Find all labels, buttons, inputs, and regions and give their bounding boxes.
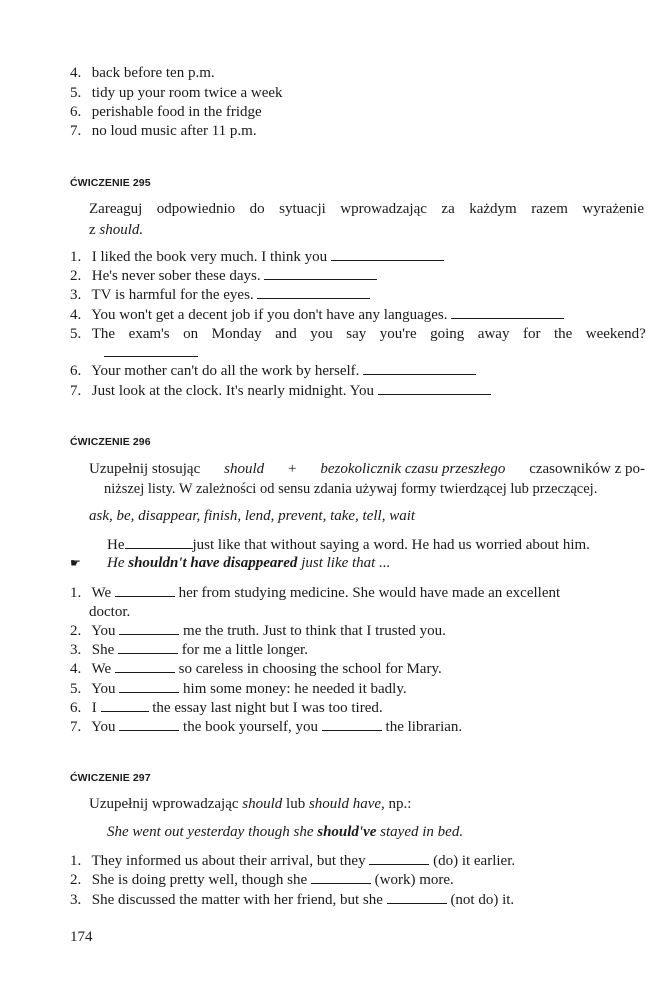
list-item: 6. Your mother can't do all the work by herself. <box>70 361 476 381</box>
answer-blank[interactable] <box>119 622 179 635</box>
list-item: 2. He's never sober these days. <box>70 266 377 286</box>
example-blank <box>125 536 193 549</box>
answer-blank[interactable] <box>331 248 444 261</box>
list-item: 2. She is doing pretty well, though she (work) more. <box>70 872 454 888</box>
word-list: ask, be, disappear, finish, lend, prevent, take, tell, wait <box>89 508 416 524</box>
answer-blank[interactable] <box>451 306 564 319</box>
answer-blank[interactable] <box>387 891 447 904</box>
list-item: 1. We her from studying medicine. She would have made an excellent <box>70 585 561 601</box>
exercise-295-instruction: Zareaguj odpowiednio do sytuacji wprowadzając za każdym razem wyrażenie <box>89 201 644 217</box>
answer-blank[interactable] <box>322 718 382 731</box>
answer-blank[interactable] <box>257 286 370 299</box>
example-sentence: He just like that without saying a word. He had us worried about him. <box>107 537 590 553</box>
answer-blank[interactable] <box>311 871 371 884</box>
pointing-hand-icon: ☛ <box>70 556 81 570</box>
exercise-296-instruction: Uzupełnij stosując should + bezokolicznik czasu przeszłego czasowników z po- <box>89 461 645 477</box>
list-item: 4. You won't get a decent job if you don't have any languages. <box>70 305 564 325</box>
list-item: 3. She discussed the matter with her friend, but she (not do) it. <box>70 892 515 908</box>
list-item: 7. no loud music after 11 p.m. <box>70 123 257 139</box>
example-sentence: She went out yesterday though she should've stayed in bed. <box>107 824 464 840</box>
exercise-296-heading: ĆWICZENIE 296 <box>70 436 151 448</box>
list-item: 5. The exam's on Monday and you say you're going away for the weekend? <box>70 326 646 342</box>
exercise-295-instruction-cont: z should. <box>89 222 144 238</box>
answer-blank[interactable] <box>119 718 179 731</box>
list-item: 1. I liked the book very much. I think you <box>70 247 444 267</box>
list-item: 6. I the essay last night but I was too tired. <box>70 700 383 716</box>
answer-blank[interactable] <box>378 382 491 395</box>
exercise-296-instruction-cont: niższej listy. W zależności od sensu zdania używaj formy twierdzącej lub przeczącej. <box>104 481 598 497</box>
list-item: 7. Just look at the clock. It's nearly midnight. You <box>70 381 491 401</box>
answer-blank[interactable] <box>264 267 377 280</box>
example-answer: He shouldn't have disappeared just like that ... <box>107 555 391 571</box>
answer-blank[interactable] <box>363 362 476 375</box>
answer-blank[interactable] <box>115 660 175 673</box>
answer-blank[interactable] <box>369 852 429 865</box>
list-item: 4. back before ten p.m. <box>70 65 215 81</box>
answer-blank[interactable] <box>104 356 198 357</box>
list-item: 5. tidy up your room twice a week <box>70 85 283 101</box>
list-item: 3. She for me a little longer. <box>70 642 308 658</box>
answer-blank[interactable] <box>101 699 149 712</box>
answer-blank[interactable] <box>115 584 175 597</box>
exercise-297-instruction: Uzupełnij wprowadzając should lub should have, np.: <box>89 796 412 812</box>
exercise-295-heading: ĆWICZENIE 295 <box>70 177 151 189</box>
list-item: 3. TV is harmful for the eyes. <box>70 285 370 305</box>
exercise-297-heading: ĆWICZENIE 297 <box>70 772 151 784</box>
answer-blank[interactable] <box>119 680 179 693</box>
answer-blank[interactable] <box>118 641 178 654</box>
list-item: 2. You me the truth. Just to think that I trusted you. <box>70 623 446 639</box>
list-item: 5. You him some money: he needed it badly. <box>70 681 407 697</box>
list-item: 4. We so careless in choosing the school for Mary. <box>70 661 442 677</box>
list-item: 1. They informed us about their arrival, but they (do) it earlier. <box>70 853 516 869</box>
list-item: 7. You the book yourself, you the librarian. <box>70 719 463 735</box>
list-item-cont: doctor. <box>89 604 131 620</box>
page-number: 174 <box>70 929 93 945</box>
list-item: 6. perishable food in the fridge <box>70 104 262 120</box>
